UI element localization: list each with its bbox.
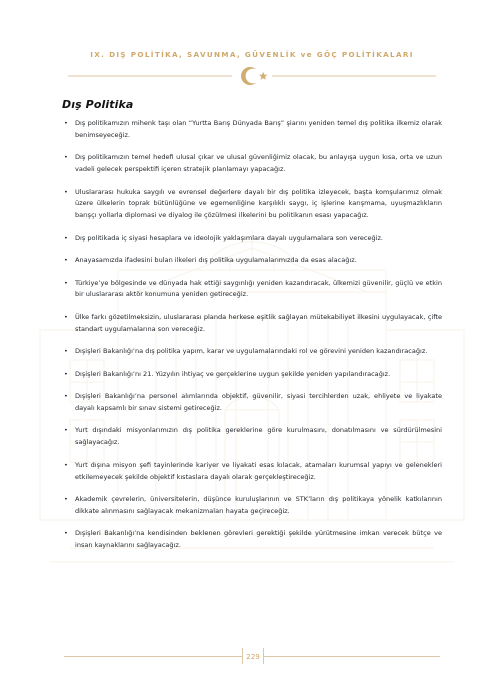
footer-divider-right <box>264 656 440 657</box>
list-item-text: Anayasamızda ifadesini bulan ilkeleri dış politika uygulamalarımızda da esas alacağız. <box>75 256 357 265</box>
bullet-icon: • <box>64 529 68 538</box>
list-item-text: Dışişleri Bakanlığı’na dış politika yapım, karar ve uygulamalarındaki rol ve görevini yeniden kazandıracağız. <box>75 347 428 356</box>
bullet-icon: • <box>64 426 68 435</box>
list-item <box>64 528 442 552</box>
chapter-header: IX. DIŞ POLİTİKA, SAVUNMA, GÜVENLİK ve GÖÇ POLİTİKALARI <box>90 50 414 59</box>
bullet-icon: • <box>64 312 68 321</box>
bullet-icon: • <box>64 233 68 242</box>
list-item <box>64 233 442 245</box>
list-item-text: Akademik çevrelerin, üniversitelerin, düşünce kuruluşlarının ve STK’ların dış politikaya yönelik katkılarının dikkate alınmasını sağlayacak mekanizmaları hayata geçireceğiz. <box>75 494 442 515</box>
list-item <box>64 278 442 302</box>
bullet-icon: • <box>64 494 68 503</box>
list-item-text: Yurt dışındaki misyonlarımızın dış politika gereklerine göre kurulmasını, donatılmasını ve sürdürülmesini sağlayacağız. <box>75 426 442 447</box>
list-item-text: Yurt dışına misyon şefi tayinlerinde kariyer ve liyakati esas kılacak, atamaları kurumsal yapıyı ve gelenekleri etkilemeyecek şekilde objektif kıstaslara dayalı olarak gerçekleştireceğiz. <box>75 460 442 481</box>
bullet-icon: • <box>64 347 68 356</box>
list-item <box>64 118 442 142</box>
list-item <box>64 187 442 222</box>
list-item-text: Dış politikamızın mihenk taşı olan “Yurtta Barış Dünyada Barış” şiarını yeniden temel dış politika ilkemiz olarak benimseyeceğiz. <box>75 119 442 139</box>
crescent-star-ornament-icon <box>68 64 436 88</box>
list-item <box>64 425 442 449</box>
list-item <box>64 494 442 518</box>
list-item-text: Uluslararası hukuka saygılı ve evrensel değerlere dayalı bir dış politika izleyecek, başta komşularımız olmak üzere ülkelerin toprak bütünlüğüne ve egemenliğine karşılıklı saygı, iç işlerine karışmama, uyuşmazlıkların barışçı yollarla diplomasi ve diyalog ile çözülmesi ilkelerini bu politikanın esası yapacağız. <box>75 187 442 220</box>
list-item-text: Dış politikamızın temel hedefi ulusal çıkar ve ulusal güvenliğimiz olacak, bu anlayışa uygun kısa, orta ve uzun vadeli gelecek perspektifi içeren stratejik planlamayı yapacağız. <box>75 153 442 174</box>
list-item <box>64 391 442 415</box>
list-item-text: Ülke farkı gözetilmeksizin, uluslararası planda herkese eşitlik sağlayan mütekabiliyet ilkesini uygulayacak, çifte standart uygulamalarına son vereceğiz. <box>75 312 442 333</box>
bullet-icon: • <box>64 392 68 401</box>
list-item <box>64 255 442 267</box>
section-heading: Dış Politika <box>62 98 134 111</box>
policy-bullet-list <box>64 118 442 552</box>
list-item <box>64 346 442 358</box>
list-item-text: Türkiye’ye bölgesinde ve dünyada hak ettiği saygınlığı yeniden kazandıracak, ülkemizi güvenilir, güçlü ve etkin bir uluslararası aktör konumuna yeniden getireceğiz. <box>75 278 442 299</box>
list-item-text: Dışişleri Bakanlığı’nı 21. Yüzyılın ihtiyaç ve gerçeklerine uygun şekilde yeniden yapılandıracağız. <box>75 369 391 378</box>
list-item <box>64 312 442 336</box>
list-item <box>64 369 442 381</box>
list-item-text: Dış politikada iç siyasi hesaplara ve ideolojik yaklaşımlara dayalı uygulamalara son vereceğiz. <box>75 233 384 242</box>
bullet-icon: • <box>64 153 68 162</box>
list-item <box>64 460 442 484</box>
list-item-text: Dışişleri Bakanlığı’na kendisinden beklenen görevleri gerektiği şekilde yürütmesine imkan verecek bütçe ve insan kaynaklarını sağlayacağız. <box>75 529 442 550</box>
bullet-icon: • <box>64 278 68 287</box>
list-item <box>64 152 442 176</box>
bullet-icon: • <box>64 460 68 469</box>
bullet-icon: • <box>64 369 68 378</box>
page-number: 229 <box>242 648 264 664</box>
bullet-icon: • <box>64 187 68 196</box>
footer-divider-left <box>64 656 242 657</box>
policy-list-container <box>64 118 442 618</box>
list-item-text: Dışişleri Bakanlığı’na personel alımlarında objektif, güvenilir, siyasi tercihlerden uzak, ehliyete ve liyakate dayalı kapsamlı bir sınav sistemi getireceğiz. <box>75 392 442 412</box>
bullet-icon: • <box>64 119 68 127</box>
bullet-icon: • <box>64 256 68 265</box>
